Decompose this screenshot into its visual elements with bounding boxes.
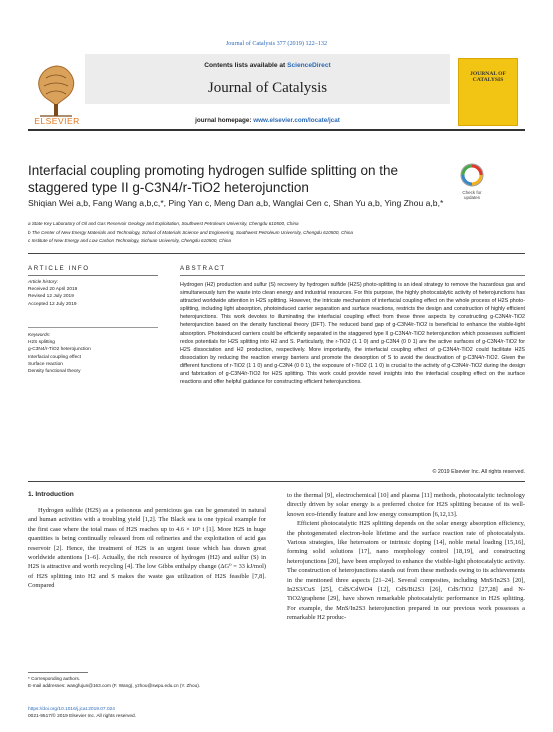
keyword: Density functional theory [28, 369, 81, 375]
accepted-date: Accepted 12 July 2019 [28, 301, 77, 307]
check-for-updates-label: Check for updates [462, 190, 482, 200]
keywords-block [28, 332, 158, 375]
author-emails[interactable]: E-mail addresses: wangfujun@163.com (F. Wang), yzhou@swpu.edu.cn (Y. Zhou). [28, 683, 201, 688]
keyword: g-C3N4/r-TiO2 heterojunction [28, 347, 91, 353]
keyword: H2S splitting [28, 340, 55, 346]
abstract-rule [180, 275, 525, 276]
copyright-notice: © 2019 Elsevier Inc. All rights reserved. [432, 469, 525, 475]
received-date: Received 20 April 2019 [28, 287, 78, 293]
check-for-updates-icon[interactable] [460, 163, 484, 187]
abstract-text: Hydrogen (H2) production and sulfur (S) recovery by hydrogen sulfide (H2S) photo-splitting is an ideal strategy to remove the hazardous gas and simultaneously turn the waste into clean energy and industrial resources. For this purpose, the highly photocatalytic activity of heterojunctions has attracted worldwide attention in H2S splitting. However, the intricate mechanism of interfacial coupling effect on the whole process of H2S photo-splitting, including light absorption, photoinduced carrier separation and surface reactions, restricts the design and construction of highly efficient heterojunctions. This work devotes to illuminating the interfacial coupling effect from these three aspects by constructing g-C3N4/r-TiO2 heterojunction based on the density functional theory (DFT). The reduced band gap of g-C3N4/r-TiO2 is beneficial to enhance the visible-light absorption. Photoinduced carriers could be efficiently separated in the staggered type II g-C3N4/r-TiO2 heterojunction which possesses sufficient redox potentials for H2S splitting into H2 and S. Particularly, the r-TiO2 (1 1 0) and g-C3N4 (0 0 1) are the active surfaces of g-C3N4/r-TiO2 for H2S dissociation and H2 production, respectively. More importantly, the interfacial coupling effect of g-C3N4/r-TiO2 could facilitate H2S dissociation by reducing the reaction energy barriers and promote the desorption of S to avoid the deactivation of g-C3N4/r-TiO2. Given the different functions of r-TiO2 (1 1 0) and g-C3N4 (0 0 1), the exposure of r-TiO2 (1 1 0) is crucial to the activity of g-C3N4/r-TiO2 during the design and fabrication of g-C3N4/r-TiO2 for H2S splitting. This work could provide novel insights into the interfacial coupling effect on the surface reactions and offer helpful guidance for constructing efficient heterojunctions. [180, 282, 525, 386]
paragraph: to the thermal [9], electrochemical [10] and plasma [11] methods, photocatalytic technology directly driven by solar energy is a preferred choice for H2S splitting because of its well-known eco-friendly feature and low energy consumption [6,12,13]. [287, 492, 525, 518]
header-divider [28, 129, 525, 131]
homepage-prefix: journal homepage: [195, 117, 254, 124]
author-list: Shiqian Wei a,b, Fang Wang a,b,c,*, Ping Yan c, Meng Dan a,b, Wanglai Cen c, Shan Yu a,b, Ying Zhou a,b,* [28, 198, 444, 208]
corresponding-authors: * Corresponding authors. [28, 676, 81, 681]
revised-date: Revised 12 July 2019 [28, 294, 74, 300]
homepage-link[interactable]: www.elsevier.com/locate/jcat [253, 117, 340, 124]
journal-reference[interactable]: Journal of Catalysis 377 (2019) 122–132 [225, 40, 328, 47]
introduction-heading: 1. Introduction [28, 491, 74, 498]
article-info-rule [28, 275, 158, 276]
contents-line [85, 62, 450, 69]
keyword: Surface reaction [28, 361, 63, 367]
affiliation-c: c Institute of New Energy and Low Carbon Technology, Sichuan University, Chengdu 610500, China [28, 238, 231, 243]
affiliations [28, 220, 528, 246]
article-history [28, 279, 158, 308]
abstract-heading: ABSTRACT [180, 265, 226, 272]
sciencedirect-link[interactable]: ScienceDirect [287, 62, 331, 69]
keywords-label: Keywords: [28, 333, 51, 338]
body-column-right [287, 491, 525, 623]
body-divider [28, 481, 525, 482]
keywords-divider [28, 327, 158, 328]
journal-title: Journal of Catalysis [207, 80, 328, 96]
paragraph: Efficient photocatalytic H2S splitting depends on the solar energy absorption efficiency, the photogenerated electron-hole lifetime and the surface reaction rate of photocatalysts. Various strategies, like heteroatom or intrinsic doping [14], noble metal loading [15,16], forming solid solutions [17], nano morphology control [18,19], and constructing heterojunctions [20], have been employed to enhance the visible-light photocatalytic activity. The construction of heterojunctions stands out from these methods owing to its achievements in the mentioned three aspects [21–24]. Several composites, including MnS/In2S3 [20], In2S3/CuS [25], CdS/CdWO4 [12], CdS/Bi2S3 [26], CdS/TiO2 [27,28] and N-TiO2/graphene [29], have shown remarkable photocatalytic performance in H2S splitting. For example, the MnS/In2S3 heterojunction prepared in our previous work possesses a remarkable H2 produc- [287, 520, 525, 622]
elsevier-tree-logo-icon [30, 60, 82, 120]
journal-homepage [85, 117, 450, 124]
keyword: Interfacial coupling effect [28, 354, 81, 360]
paragraph: Hydrogen sulfide (H2S) as a poisonous and pernicious gas can be generated in natural and human activities with a troubling yield [1,2]. The Black sea is one typical example for the first case where the total mass of H2S reaches up to 4.6 × 10⁹ t [1]. More H2S in huge quantities is being continually released from oil refineries and the exploitation of acid gas reservoir [2]. Hence, the treatment of H2S is an urgent issue which has drawn great worldwide attentions [1–6]. Actually, the rich resource of hydrogen (H2) and sulfur (S) in H2S is attractive and worth recycling [4]. The low Gibbs enthalpy change (ΔG⁰ = 33 kJ/mol) of H2S splitting into H2 and S makes the waste gas utilization of H2S feasible [7,8]. Compared [28, 507, 266, 590]
doi-block [28, 706, 328, 720]
title-line-2: staggered type II g-C3N4/r-TiO2 heterojunction [28, 180, 309, 195]
affiliation-divider [28, 253, 525, 254]
footnote [28, 675, 266, 689]
contents-prefix: Contents lists available at [204, 62, 288, 69]
issn-line: 0021-9517/© 2019 Elsevier Inc. All rights reserved. [28, 714, 137, 719]
affiliation-a: a State Key Laboratory of Oil and Gas Reservoir Geology and Exploitation, Southwest Petroleum University, Chengdu 610500, China [28, 221, 299, 226]
history-label: Article history: [28, 280, 59, 285]
body-column-left [28, 506, 266, 591]
journal-cover-thumbnail[interactable] [458, 58, 518, 126]
title-line-1: Interfacial coupling promoting hydrogen sulfide splitting on the [28, 163, 398, 178]
article-info-heading: ARTICLE INFO [28, 265, 90, 272]
footnote-rule [28, 672, 88, 673]
doi-link[interactable]: https://doi.org/10.1016/j.jcat.2019.07.024 [28, 707, 115, 712]
publisher-name: ELSEVIER [34, 116, 80, 126]
affiliation-b: b The Center of New Energy Materials and Technology, School of Materials Science and Engineering, Southwest Petroleum University, Chengdu 610500, China [28, 229, 353, 235]
cover-text: JOURNAL OF CATALYSIS [470, 71, 506, 84]
article-title [28, 162, 448, 196]
